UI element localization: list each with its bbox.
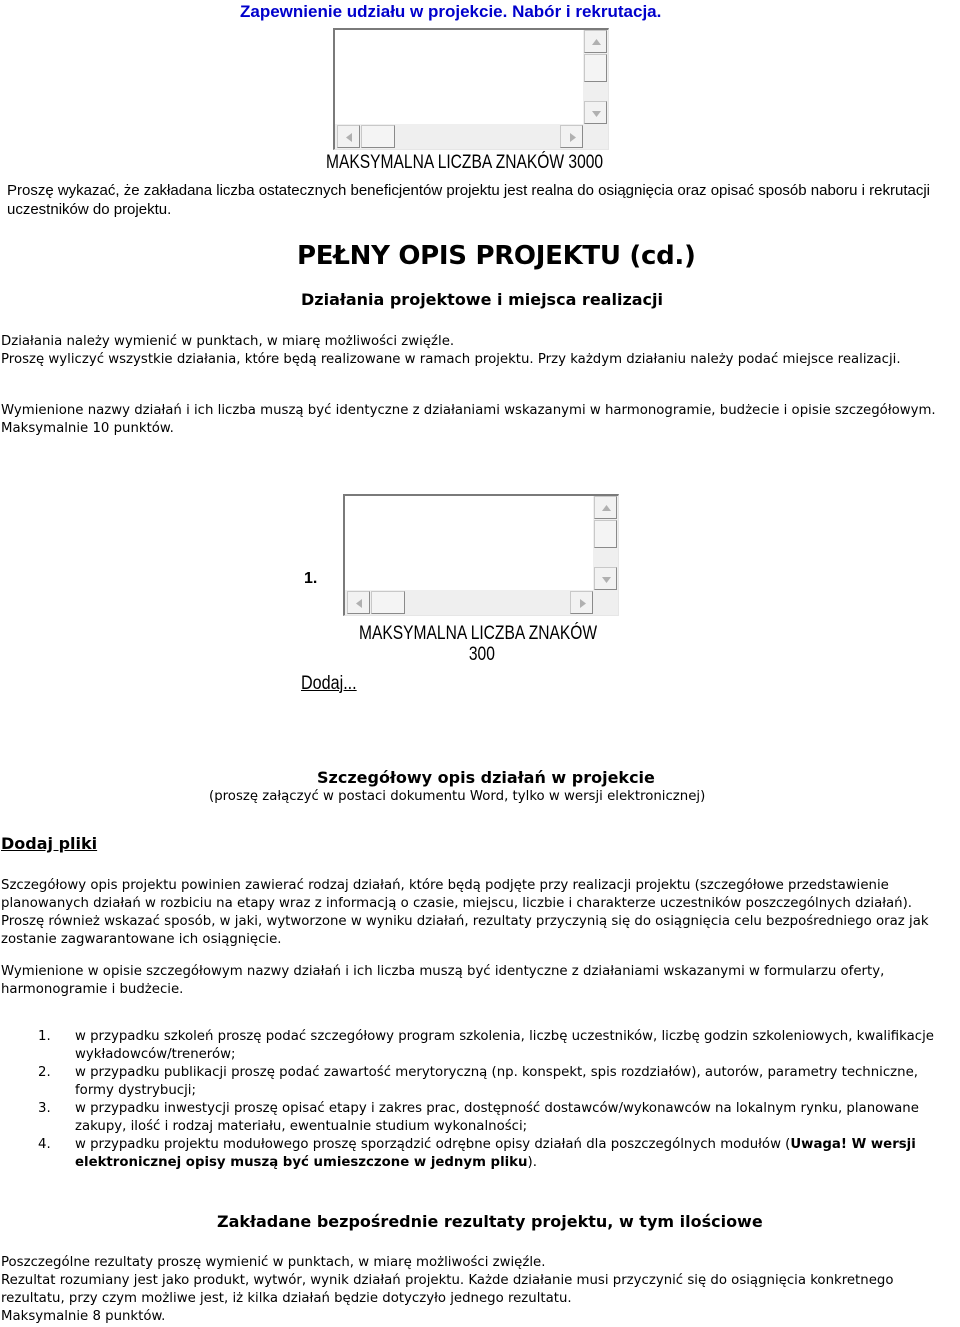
scroll-down-icon[interactable]	[584, 101, 607, 124]
list-item-number: 1.	[38, 1029, 51, 1044]
list-item-number: 2.	[38, 1065, 51, 1080]
page-title: PEŁNY OPIS PROJEKTU (cd.)	[297, 241, 696, 271]
results-line: Poszczególne rezultaty proszę wymienić w punktach, w miarę możliwości zwięźle.	[1, 1255, 546, 1270]
max-points: Maksymalnie 8 punktów.	[1, 1309, 166, 1324]
scroll-thumb-horizontal[interactable]	[371, 591, 405, 614]
item-number: 1.	[304, 570, 318, 587]
char-limit-300	[359, 623, 630, 665]
requirements-list	[0, 1028, 940, 1172]
list-item-warning: Uwaga! W wersji elektronicznej opisy muszą być umieszczone w jednym pliku	[75, 1137, 916, 1170]
detailed-description-note: Wymienione w opisie szczegółowym nazwy działań i ich liczba muszą być identyczne z działaniami wskazanymi w formularzu oferty, harmonogramie i budżecie.	[1, 964, 885, 997]
activity-textarea[interactable]	[343, 494, 619, 616]
instruction-line: Proszę wyliczyć wszystkie działania, które będą realizowane w ramach projektu. Przy każdym działaniu należy podać miejsce realizacji.	[1, 352, 901, 367]
section-subtitle-activities: Działania projektowe i miejsca realizacji	[301, 290, 663, 309]
section-title-recruitment: Zapewnienie udziału w projekcie. Nabór i rekrutacja.	[240, 2, 662, 21]
activities-requirements	[1, 402, 951, 438]
section-subtitle-attachment: (proszę załączyć w postaci dokumentu Word, tylko w wersji elektronicznej)	[209, 789, 706, 804]
section-title-results: Zakładane bezpośrednie rezultaty projektu, w tym ilościowe	[217, 1212, 763, 1231]
results-instructions	[1, 1254, 958, 1326]
horizontal-scrollbar[interactable]	[335, 124, 583, 149]
scroll-thumb[interactable]	[584, 54, 607, 82]
scroll-right-icon[interactable]	[570, 591, 593, 614]
char-limit-3000: MAKSYMALNA LICZBA ZNAKÓW 3000	[326, 152, 604, 173]
char-limit-value: 300	[468, 644, 495, 665]
add-files-link[interactable]: Dodaj pliki	[1, 834, 98, 853]
scroll-right-icon[interactable]	[560, 125, 583, 148]
activities-instructions	[1, 333, 951, 369]
list-item-text: w przypadku szkoleń proszę podać szczegółowy program szkolenia, liczbę uczestników, liczbę godzin szkoleniowych, kwalifikacje wykładowców/trenerów;	[75, 1029, 934, 1062]
scroll-left-icon[interactable]	[347, 591, 370, 614]
list-item	[0, 1028, 940, 1064]
list-item-text: w przypadku inwestycji proszę opisać etapy i zakres prac, dostępność dostawców/wykonawców na lokalnym rynku, planowane zakupy, ilość i rodzaj materiału, ewentualnie studium wykonalności;	[75, 1101, 919, 1134]
list-item-text: w przypadku publikacji proszę podać zawartość merytoryczną (np. konspekt, spis rozdziałów), autorów, parametry techniczne, formy dystrybucji;	[75, 1065, 918, 1098]
char-limit-label: MAKSYMALNA LICZBA ZNAKÓW	[359, 623, 598, 644]
recruitment-description: Proszę wykazać, że zakładana liczba ostatecznych beneficjentów projektu jest realna do osiągnięcia oraz opisać sposób naboru i rekrutacji uczestników do projektu.	[7, 182, 931, 218]
scroll-left-icon[interactable]	[337, 125, 360, 148]
section-title-detailed-description: Szczegółowy opis działań w projekcie	[317, 768, 655, 787]
scroll-thumb-horizontal[interactable]	[361, 125, 395, 148]
detailed-description-paragraph: Szczegółowy opis projektu powinien zawierać rodzaj działań, które będą podjęte przy realizacji projektu (szczegółowe przedstawienie planowanych działań w rozbiciu na etapy wraz z informacją o czasie, miejscu, liczbie i charakterze uczestników poszczególnych działań). Proszę również wskazać sposób, w jaki, wytworzone w wyniku działań, rezultaty przyczynią się do osiągnięcia celu bezpośredniego oraz jak zostanie zagwarantowane ich osiągnięcie.	[1, 878, 929, 947]
list-item-text: w przypadku projektu modułowego proszę sporządzić odrębne opisy działań dla poszczególnych modułów (	[75, 1137, 791, 1152]
scroll-up-icon[interactable]	[594, 496, 617, 519]
recruitment-textarea[interactable]	[333, 28, 609, 150]
instruction-line: Działania należy wymienić w punktach, w miarę możliwości zwięźle.	[1, 334, 455, 349]
max-points: Maksymalnie 10 punktów.	[1, 421, 174, 436]
list-item-number: 4.	[38, 1137, 51, 1152]
horizontal-scrollbar[interactable]	[345, 590, 593, 615]
scroll-down-icon[interactable]	[594, 567, 617, 590]
scroll-up-icon[interactable]	[584, 30, 607, 53]
scroll-thumb[interactable]	[594, 520, 617, 548]
list-item-number: 3.	[38, 1101, 51, 1116]
results-line: Rezultat rozumiany jest jako produkt, wytwór, wynik działań projektu. Każde działanie musi przyczynić się do osiągnięcia konkretnego rezultatu, przy czym możliwe jest, iż kilka działań będzie dotyczyło jednego rezultatu.	[1, 1273, 894, 1306]
requirement-line: Wymienione nazwy działań i ich liczba muszą być identyczne z działaniami wskazanymi w harmonogramie, budżecie i opisie szczegółowym.	[1, 403, 936, 418]
add-activity-link[interactable]: Dodaj...	[301, 673, 357, 694]
list-item	[0, 1100, 940, 1136]
list-item	[0, 1136, 940, 1172]
vertical-scrollbar[interactable]	[593, 496, 618, 590]
list-item	[0, 1064, 940, 1100]
list-item-text-end: ).	[527, 1155, 537, 1170]
vertical-scrollbar[interactable]	[583, 30, 608, 124]
